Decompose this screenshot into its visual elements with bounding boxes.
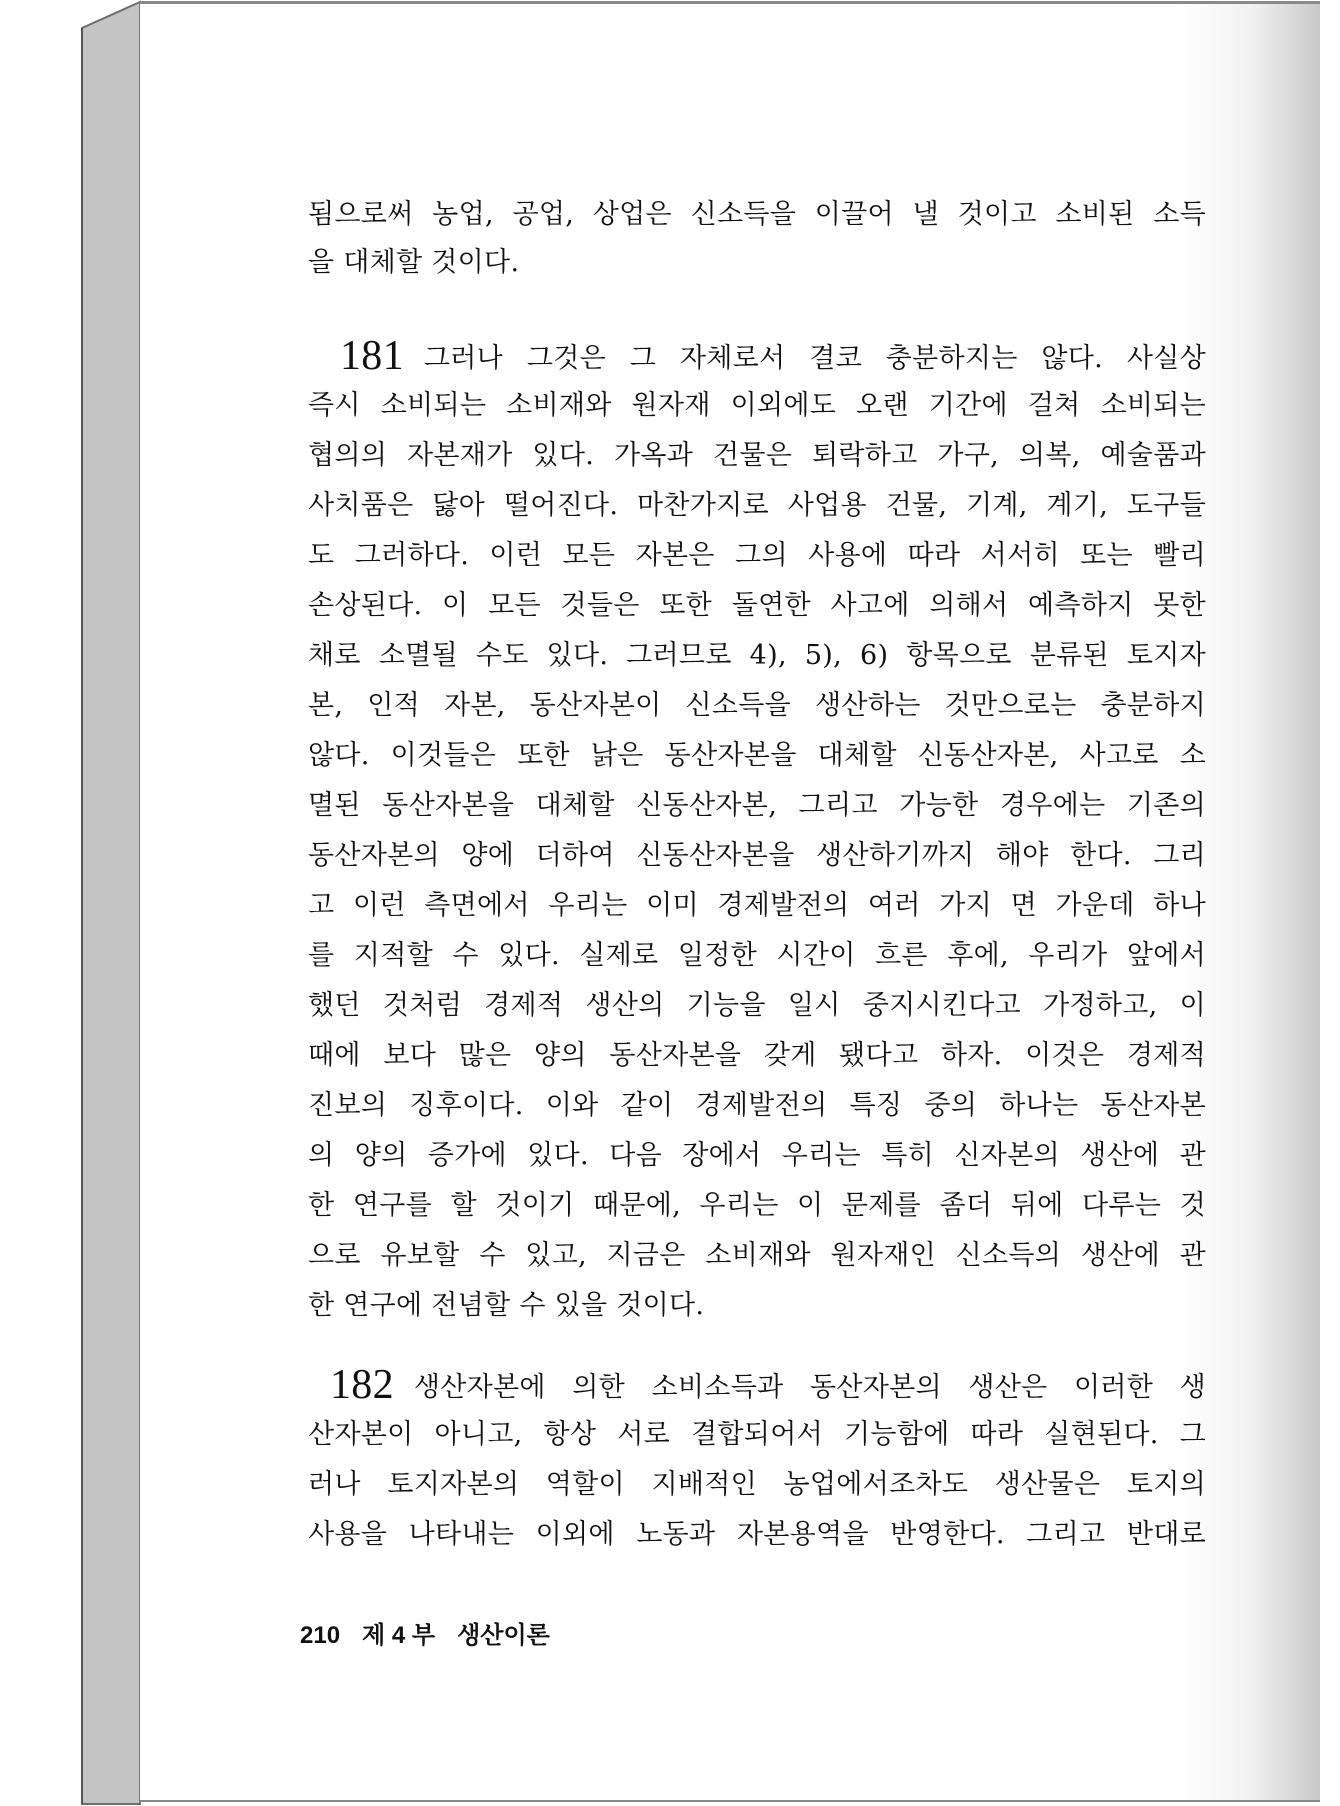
part-title: 생산이론	[457, 1622, 550, 1649]
body-line: 멸된 동산자본을 대체할 신동산자본, 그리고 가능한 경우에는 기존의	[308, 790, 1206, 821]
page-number: 210	[300, 1622, 341, 1649]
paragraph-number: 182	[330, 1362, 394, 1408]
paragraph-182-first-line	[330, 1363, 1206, 1407]
body-line: 진보의 징후이다. 이와 같이 경제발전의 특징 중의 하나는 동산자본	[308, 1090, 1206, 1121]
body-line: 본, 인적 자본, 동산자본이 신소득을 생산하는 것만으로는 충분하지	[308, 690, 1206, 721]
paragraph-text: 그러나 그것은 그 자체로서 결코 충분하지는 않다. 사실상	[423, 343, 1206, 374]
body-line: 사용을 나타내는 이외에 노동과 자본용역을 반영한다. 그리고 반대로	[308, 1519, 1206, 1550]
body-line: 채로 소멸될 수도 있다. 그러므로 4), 5), 6) 항목으로 분류된 토지자	[308, 640, 1206, 671]
body-line: 손상된다. 이 모든 것들은 또한 돌연한 사고에 의해서 예측하지 못한	[308, 590, 1206, 621]
body-line: 됨으로써 농업, 공업, 상업은 신소득을 이끌어 낼 것이고 소비된 소득	[308, 199, 1206, 230]
body-line: 을 대체할 것이다.	[308, 247, 520, 278]
body-line: 러나 토지자본의 역할이 지배적인 농업에서조차도 생산물은 토지의	[308, 1469, 1206, 1500]
body-line: 한 연구에 전념할 수 있을 것이다.	[308, 1290, 705, 1321]
body-line: 고 이런 측면에서 우리는 이미 경제발전의 여러 가지 면 가운데 하나	[308, 890, 1206, 921]
body-line: 했던 것처럼 경제적 생산의 기능을 일시 중지시킨다고 가정하고, 이	[308, 990, 1206, 1021]
body-line: 사치품은 닳아 떨어진다. 마찬가지로 사업용 건물, 기계, 계기, 도구들	[308, 490, 1206, 521]
body-line: 동산자본의 양에 더하여 신동산자본을 생산하기까지 해야 한다. 그리	[308, 840, 1206, 871]
paragraph-181-first-line	[340, 334, 1206, 378]
page-footer	[300, 1616, 572, 1656]
body-line: 으로 유보할 수 있고, 지금은 소비재와 원자재인 신소득의 생산에 관	[308, 1240, 1206, 1271]
body-line: 의 양의 증가에 있다. 다음 장에서 우리는 특히 신자본의 생산에 관	[308, 1140, 1206, 1171]
paragraph-text: 생산자본에 의한 소비소득과 동산자본의 생산은 이러한 생	[413, 1372, 1206, 1403]
body-line: 도 그러하다. 이런 모든 자본은 그의 사용에 따라 서서히 또는 빨리	[308, 540, 1206, 571]
paragraph-number: 181	[340, 333, 404, 379]
body-line: 때에 보다 많은 양의 동산자본을 갖게 됐다고 하자. 이것은 경제적	[308, 1040, 1206, 1071]
part-label: 제 4 부	[362, 1622, 436, 1649]
body-line: 않다. 이것들은 또한 낡은 동산자본을 대체할 신동산자본, 사고로 소	[308, 740, 1206, 771]
body-line: 한 연구를 할 것이기 때문에, 우리는 이 문제를 좀더 뒤에 다루는 것	[308, 1190, 1206, 1221]
body-line: 산자본이 아니고, 항상 서로 결합되어서 기능함에 따라 실현된다. 그	[308, 1419, 1206, 1450]
body-line: 즉시 소비되는 소비재와 원자재 이외에도 오랜 기간에 걸쳐 소비되는	[308, 390, 1206, 421]
body-line: 를 지적할 수 있다. 실제로 일정한 시간이 흐른 후에, 우리가 앞에서	[308, 940, 1206, 971]
body-line: 협의의 자본재가 있다. 가옥과 건물은 퇴락하고 가구, 의복, 예술품과	[308, 440, 1206, 471]
